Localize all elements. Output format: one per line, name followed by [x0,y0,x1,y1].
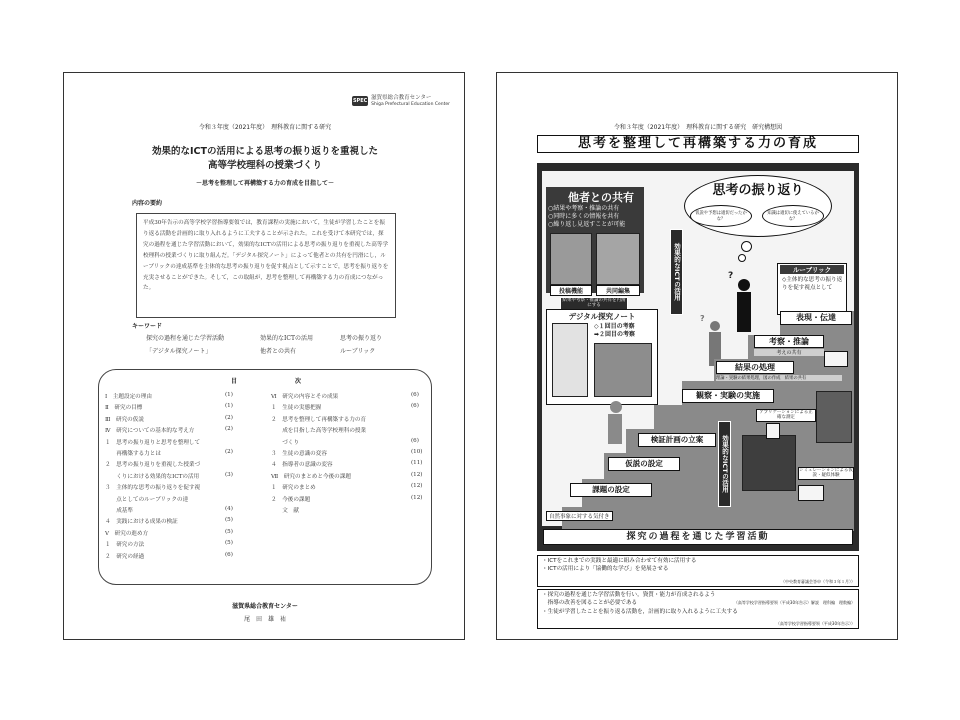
toc-page-number: (5) [225,528,233,535]
keyword: 思考の振り返り [340,335,383,342]
note-screenshot-left [552,323,588,397]
thought-dot-large [741,241,752,252]
toc-entry: １ 研究のまとめ [271,485,316,492]
footer-author: 尾 田 雄 祐 [243,616,286,623]
toc-page-number: (2) [225,449,233,455]
toc-entry: Ⅱ 研究の目標 [105,405,143,412]
report-subtitle: －思考を整理して再構築する力の育成を目指して－ [195,180,334,187]
logo-name-en: Shiga Prefectural Education Center [371,101,450,107]
toc-entry: ２ 思考の振り返りを重視した授業づ [105,462,201,469]
summary-heading: 内容の要約 [132,200,163,207]
note-tag: 結果や考察・推論の共有を円滑にする [560,297,628,310]
toc-entry: Ⅰ 主題設定の理由 [105,394,152,400]
logo-mark: SPEC [352,97,368,104]
keywords-heading: キーワード [132,323,163,330]
policy-source-2b: （高等学校学習指導要領（平成30年告示）） [775,621,855,626]
toc-page-number: (12) [411,483,423,490]
keyword: 「デジタル探究ノート」 [146,348,212,355]
year-line: 令和３年度（2021年度） 理科教育に関する研究 [198,124,332,131]
nature-tag: 自然事象に対する気付き [546,511,613,521]
toc-entry: ３ 生徒の意識の変容 [271,451,327,457]
step-result-sub: 理論・実験の結果処理，図の作成 結果の共有 [716,375,842,381]
toc-entry: ４ 実践における成果の検証 [105,519,178,526]
research-concept-page [496,72,898,640]
walking-person-head [610,401,622,413]
keyword: 他者との共有 [260,348,297,355]
step-consideration: 考察・推論 [754,335,824,348]
summary-box [136,213,396,318]
note-screenshot-map [594,343,652,397]
toc-page-number: (12) [411,471,423,478]
tablet-photo-post [550,233,592,285]
laptop-icon-small [798,485,824,501]
footer-organization: 滋賀県総合教育センター [232,603,298,610]
toc-entry: くりにおける効果的なICTの活用 [105,473,200,480]
reflection-label: 思考の振り返り [712,183,804,198]
note-steps: ◇１回目の考察 ➡２回目の考察 [594,323,636,339]
photo-caption-post: 投稿機能 [550,285,592,296]
toc-entry: 点としてのルーブリックの達 [105,496,189,503]
summary-text: 平成30年告示の高等学校学習指導要領では，教育課程の実施において，生徒が学習したことを振り返る活動を計画的に取り入れるように工夫することが示された。これを受けて本研究では，探究の過程を通じた学習活動において，効果的なICTの活用による思考の振り返りを重視した高等学校理科の授業づくりに取り組んだ。「デジタル探究ノート」によって他者との共有を円滑にし，ルーブリックの達成基準を主体的な思考の振り返りを促す視点として示すことで，思考を振り返りを充実させることができた。そして，この取組が，思考を整理して再構築する力の育成につながった。 [143,220,389,292]
toc-page-number: (1) [225,392,233,398]
toc-entry: 文 献 [271,508,299,514]
simulation-caption: シミュレーションによる仮説・疑似体験 [799,468,853,479]
step-plan: 検証計画の立案 [638,433,716,447]
keyword: ルーブリック [340,348,376,355]
rubric-heading: ルーブリック [780,265,844,274]
question-mark-icon: ? [728,271,734,281]
center-logo [352,95,450,107]
concept-year-line: 令和３年度（2021年度） 理科教育に関する研究 研究構想図 [613,124,783,131]
diagram-canvas [542,171,854,526]
toc-entry: Ⅶ 研究のまとめと今後の課題 [271,473,351,480]
tablet-photo-coedit [596,233,640,285]
step-expression: 表現・伝達 [780,311,852,325]
thought-dot-small [738,254,746,262]
report-cover-page [63,72,465,640]
thinking-person-head [738,279,750,291]
toc-entry: Ⅴ 研究の進め方 [105,530,149,537]
toc-page-number: (3) [225,471,233,478]
step-observation: 観察・実験の実施 [682,389,774,403]
toc-entry: １ 生徒の実態把握 [271,405,322,412]
toc-entry: 再構築する力とは [105,451,161,457]
toc-entry: ２ 研究の経過 [105,553,145,560]
policy-box-2: ・探究の過程を通じた学習活動を行い，資質・能力が育成されるよう 指導の改善を図ることが必要である ・生徒が学習したことを振り返る活動を，計画的に取り入れるように工夫する （高等学校学習指導要領（平成30年告示）解説 理科編 理数編） （高等学校学習指導要領（平成30年告示）） [537,589,859,629]
toc-entry: Ⅳ 研究についての基本的な考え方 [105,428,195,435]
thinking-person-body [737,292,751,332]
toc-entry: 成基準 [105,508,133,514]
toc-entry: ２ 思考を整理して再構築する力の育 [271,416,367,423]
toc-entry: ４ 指導者の意識の変容 [271,462,333,469]
toc-page-number: (6) [225,551,233,558]
toc-entry: 成を目指した高等学校理科の授業 [271,428,367,435]
step-consideration-sub: 考えの共有 [754,349,824,356]
toc-entry: １ 研究の方法 [105,542,145,549]
question-mark-icon-small: ? [700,314,705,323]
rubric-text: ◇主体的な思考の振り返りを促す視点として [782,277,843,291]
ict-label-upper: 効果的なICTの活用 [670,229,683,315]
step-result: 結果の処理 [716,361,794,374]
thought-bubble-hypothesis: 仮説や予想は適切だったかな？ [690,205,752,227]
logo-name-ja: 滋賀県総合教育センター [371,95,432,101]
policy-source-1: （中央教育審議会答申（令和３年１月）） [781,579,855,584]
toc-entry: Ⅵ 研究の内容とその成果 [271,394,339,400]
toc-page-number: (11) [411,460,423,467]
policy-source-2a: （高等学校学習指導要領（平成30年告示）解説 理科編 理数編） [733,600,855,605]
keyword: 探究の過程を通じた学習活動 [146,335,225,342]
ict-label-lower: 効果的なICTの活用 [718,421,731,507]
toc-page-number: (2) [225,426,233,433]
concept-diagram [537,163,859,551]
walking-person-body [608,414,622,444]
laptop-icon [824,351,848,367]
photo-caption-coedit: 共同編集 [596,285,640,296]
keyword: 効果的なICTの活用 [260,335,313,342]
step-hypothesis: 仮説の設定 [608,457,680,471]
toc-page-number: (1) [225,403,233,410]
toc-page-number: (2) [225,414,233,421]
toc-page-number: (6) [411,437,419,444]
toc-page-number: (6) [411,403,419,410]
toc-entry: ２ 今後の課題 [271,496,311,503]
second-person-head [710,321,720,331]
toc-page-number: (5) [225,517,233,524]
digital-note-heading: デジタル探究ノート [568,312,636,321]
toc-page-number: (4) [225,506,233,512]
toc-page-number: (10) [411,449,423,455]
toc-entry: Ⅲ 研究の仮説 [105,416,144,423]
toc-heading-a: 目 [231,378,238,385]
report-title-line-2: 高等学校理科の授業づくり [207,160,322,171]
toc-entry: １ 思考の振り返りと思考を整理して [105,439,201,446]
policy-box-1: ・ICTをこれまでの実践と最適に組み合わせて有効に活用する ・ICTの活用により「協働的な学び」を発展させる （中央教育審議会答申（令和３年１月）） [537,555,859,587]
step-problem: 課題の設定 [570,483,652,497]
toc-entry: ３ 主体的な思考の振り返りを促す視 [105,485,201,492]
report-title-line-1: 効果的なICTの活用による思考の振り返りを重視した [152,146,378,157]
poster-title: 思考を整理して再構築する力の育成 [537,135,859,153]
measurement-photo [816,391,852,443]
table-of-contents [98,369,432,585]
tablet-icon [766,423,780,439]
others-points: ○結果や考察・推論の共有 ○同時に多くの情報を共有 ○繰り返し見返すことが可能 [548,205,626,229]
toc-page-number: (12) [411,494,423,501]
toc-page-number: (6) [411,392,419,398]
toc-entry: づくり [271,439,299,446]
app-caption: アプリケーションによる正確な測定 [756,409,816,422]
others-heading: 他者との共有 [568,191,634,204]
thought-bubble-knowledge: 知識は適切に使えているかな？ [762,205,824,227]
learning-activity-bar: 探究の過程を通じた学習活動 [543,529,853,545]
toc-page-number: (5) [225,540,233,547]
simulation-photo [742,435,796,491]
toc-heading-b: 次 [295,378,302,385]
